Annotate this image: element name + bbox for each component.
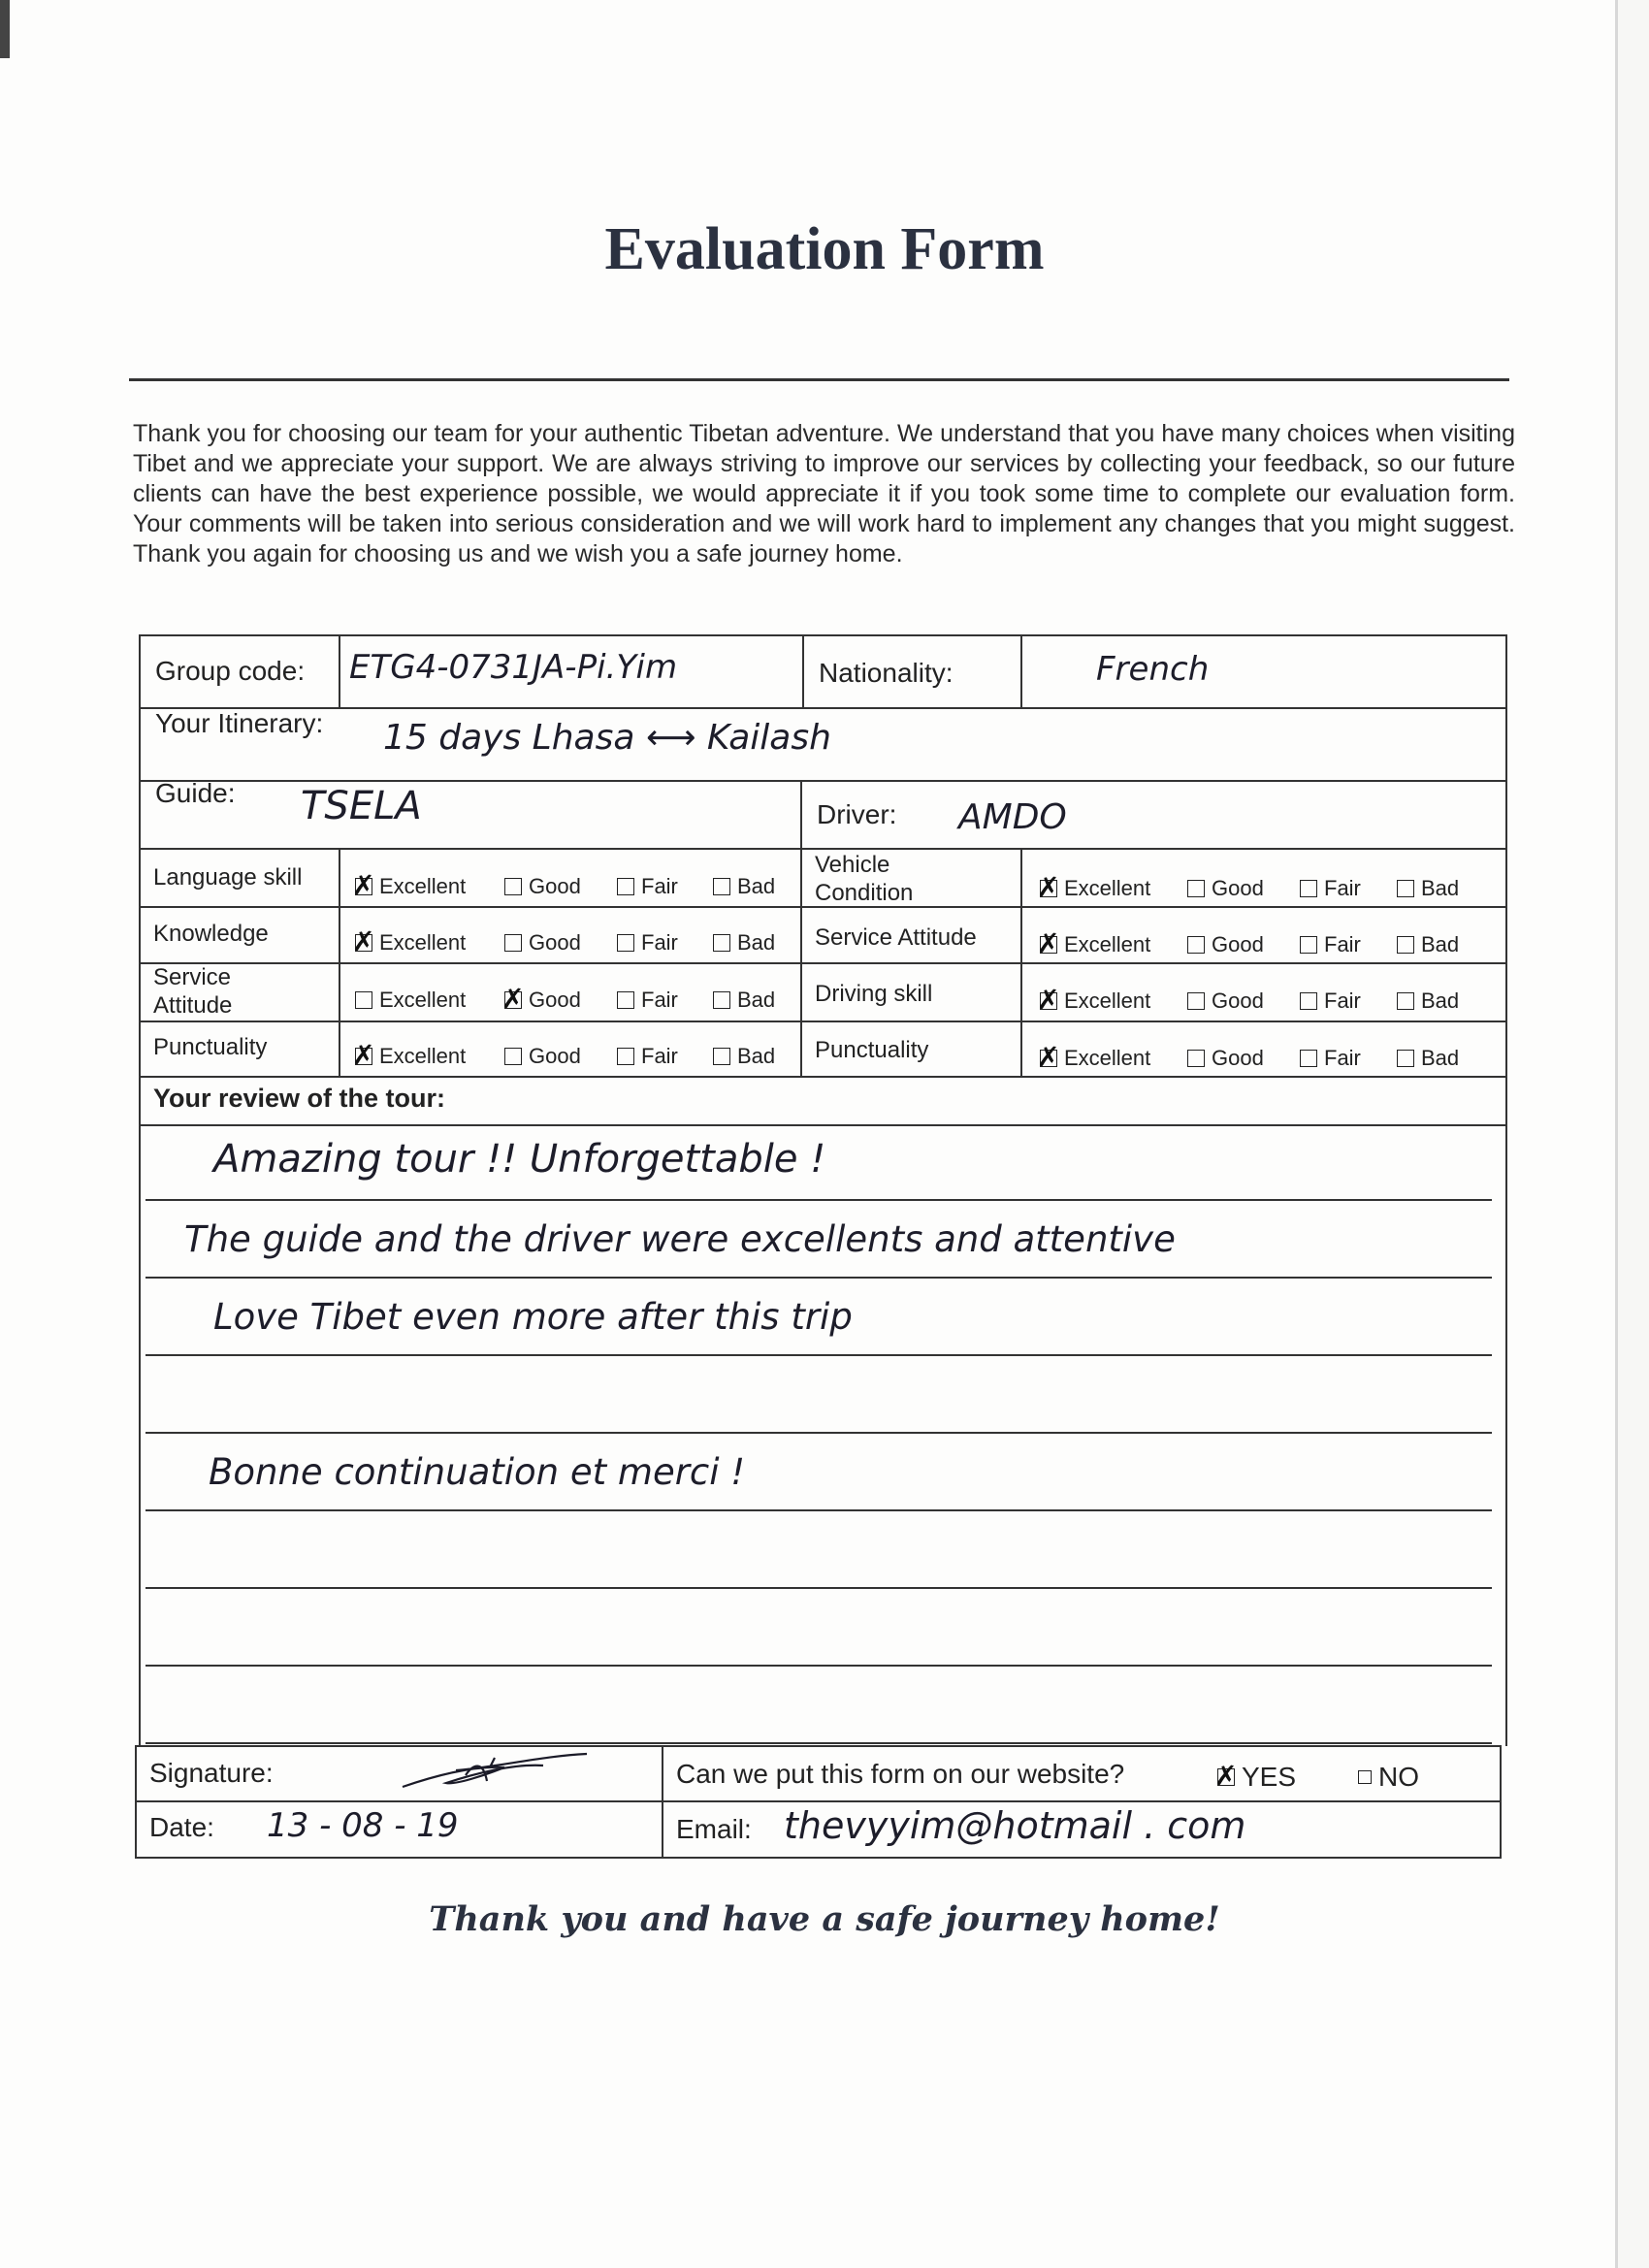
option-label: Excellent <box>379 930 467 955</box>
review-text-line[interactable]: Bonne continuation et merci ! <box>209 1451 746 1493</box>
date-value[interactable]: 13 - 08 - 19 <box>267 1806 459 1845</box>
checkbox[interactable] <box>1397 936 1414 954</box>
option-label: Good <box>1212 1046 1264 1070</box>
website-question: Can we put this form on our website? <box>676 1759 1125 1789</box>
website-no-option[interactable] <box>1358 1762 1419 1793</box>
guide-rating-option[interactable] <box>504 1044 581 1069</box>
guide-rating-option[interactable] <box>713 988 775 1013</box>
driver-rating-label: Service Attitude <box>815 924 977 951</box>
closing-message: Thank you and have a safe journey home! <box>429 1899 1220 1939</box>
driver-rating-label: Driving skill <box>815 981 933 1007</box>
option-label: Excellent <box>1064 1046 1151 1070</box>
guide-rating-label: Service Attitude <box>153 964 233 1019</box>
option-label: Excellent <box>1064 876 1151 900</box>
driver-rating-option[interactable] <box>1187 988 1264 1014</box>
guide-rating-option[interactable] <box>713 930 775 956</box>
option-label: Fair <box>641 988 678 1012</box>
review-line <box>146 1742 1492 1744</box>
group-code-label: Group code: <box>155 656 306 686</box>
driver-rating-option[interactable] <box>1300 876 1361 901</box>
guide-rating-option[interactable] <box>713 1044 775 1069</box>
option-label: Fair <box>1324 876 1361 900</box>
guide-rating-label: Punctuality <box>153 1034 268 1060</box>
option-label: Fair <box>1324 988 1361 1013</box>
driver-value[interactable]: AMDO <box>958 797 1067 837</box>
option-label: Good <box>1212 932 1264 956</box>
option-label: Bad <box>1421 1046 1460 1070</box>
checkbox[interactable] <box>1187 880 1205 897</box>
review-line <box>146 1432 1492 1434</box>
driver-rating-option[interactable] <box>1300 1046 1361 1071</box>
option-label: Fair <box>1324 1046 1361 1070</box>
guide-label: Guide: <box>155 778 236 808</box>
signature-label: Signature: <box>149 1758 274 1788</box>
checkbox[interactable] <box>504 1048 522 1065</box>
guide-rating-label: Language skill <box>153 864 303 891</box>
checkbox[interactable] <box>355 878 372 895</box>
driver-rating-label: Vehicle Condition <box>815 852 914 906</box>
driver-rating-option[interactable] <box>1040 932 1150 957</box>
no-label: NO <box>1378 1762 1419 1792</box>
option-label: Bad <box>737 988 776 1012</box>
guide-rating-option[interactable] <box>355 988 466 1013</box>
option-label: Good <box>1212 988 1264 1013</box>
option-label: Good <box>529 874 581 898</box>
driver-rating-option[interactable] <box>1040 1046 1150 1071</box>
checkbox[interactable] <box>504 991 522 1009</box>
checkbox[interactable] <box>1300 936 1317 954</box>
website-yes-option[interactable] <box>1217 1762 1296 1793</box>
checkbox[interactable] <box>1187 936 1205 954</box>
option-label: Excellent <box>379 988 467 1012</box>
option-label: Good <box>529 930 581 955</box>
scan-edge <box>0 0 10 58</box>
checkbox[interactable] <box>617 878 634 895</box>
option-label: Bad <box>1421 988 1460 1013</box>
intro-paragraph: Thank you for choosing our team for your authentic Tibetan adventure. We understand that you have many choices when visiting Tibet and we appreciate your support. We are always striving to improve our services by collecting your feedback, so our future clients can have the best experience possible, we would appreciate it if you took some time to complete our evaluation form. Your comments will be taken into serious consideration and we will work hard to implement any changes that you might suggest. Thank you again for choosing us and we wish you a safe journey home. <box>133 420 1515 567</box>
checkbox[interactable] <box>1040 1050 1057 1067</box>
driver-rating-option[interactable] <box>1300 932 1361 957</box>
driver-rating-option[interactable] <box>1187 932 1264 957</box>
checkbox[interactable] <box>713 934 730 952</box>
guide-rating-label: Knowledge <box>153 921 269 947</box>
driver-rating-option[interactable] <box>1187 876 1264 901</box>
title-divider <box>129 378 1509 381</box>
guide-rating-option[interactable] <box>355 930 466 956</box>
guide-rating-option[interactable] <box>617 930 678 956</box>
guide-rating-option[interactable] <box>504 874 581 899</box>
checkbox[interactable] <box>355 991 372 1009</box>
form-title: Evaluation Form <box>604 216 1045 282</box>
checkbox[interactable] <box>355 1048 372 1065</box>
review-line <box>146 1199 1492 1201</box>
option-label: Bad <box>1421 876 1460 900</box>
no-checkbox[interactable] <box>1358 1770 1372 1784</box>
checkbox[interactable] <box>1300 880 1317 897</box>
email-value[interactable]: thevyyim@hotmail . com <box>784 1804 1246 1847</box>
driver-rating-option[interactable] <box>1187 1046 1264 1071</box>
nationality-value[interactable]: French <box>1096 650 1210 689</box>
signature-scribble[interactable] <box>398 1746 592 1799</box>
review-text-line[interactable]: Amazing tour !! Unforgettable ! <box>213 1137 826 1182</box>
review-line <box>146 1354 1492 1356</box>
review-line <box>146 1277 1492 1279</box>
option-label: Bad <box>737 874 776 898</box>
checkbox[interactable] <box>713 991 730 1009</box>
checkbox[interactable] <box>504 878 522 895</box>
option-label: Good <box>529 1044 581 1068</box>
checkbox[interactable] <box>1187 1050 1205 1067</box>
itinerary-value[interactable]: 15 days Lhasa ⟷ Kailash <box>383 718 831 758</box>
guide-rating-option[interactable] <box>617 1044 678 1069</box>
date-label: Date: <box>149 1812 214 1842</box>
option-label: Excellent <box>1064 932 1151 956</box>
review-line <box>146 1509 1492 1511</box>
guide-rating-option[interactable] <box>355 1044 466 1069</box>
checkbox[interactable] <box>504 934 522 952</box>
driver-rating-option[interactable] <box>1300 988 1361 1014</box>
driver-rating-option[interactable] <box>1397 932 1459 957</box>
guide-value[interactable]: TSELA <box>301 784 422 828</box>
guide-rating-option[interactable] <box>355 874 466 899</box>
checkbox[interactable] <box>1300 992 1317 1010</box>
option-label: Fair <box>641 1044 678 1068</box>
option-label: Excellent <box>379 1044 467 1068</box>
checkbox[interactable] <box>1397 1050 1414 1067</box>
option-label: Good <box>529 988 581 1012</box>
driver-label: Driver: <box>817 799 897 829</box>
option-label: Excellent <box>1064 988 1151 1013</box>
guide-rating-option[interactable] <box>617 874 678 899</box>
option-label: Bad <box>737 1044 776 1068</box>
option-label: Excellent <box>379 874 467 898</box>
guide-rating-option[interactable] <box>713 874 775 899</box>
driver-rating-label: Punctuality <box>815 1037 929 1063</box>
option-label: Fair <box>641 930 678 955</box>
nationality-label: Nationality: <box>819 658 954 688</box>
email-label: Email: <box>676 1814 752 1844</box>
checkbox[interactable] <box>617 1048 634 1065</box>
checkbox[interactable] <box>1040 880 1057 897</box>
checkbox[interactable] <box>355 934 372 952</box>
checkbox[interactable] <box>1300 1050 1317 1067</box>
checkbox[interactable] <box>1040 936 1057 954</box>
yes-label: YES <box>1242 1762 1297 1792</box>
option-label: Bad <box>737 930 776 955</box>
review-text-line[interactable]: The guide and the driver were excellents and attentive <box>184 1218 1176 1260</box>
option-label: Fair <box>1324 932 1361 956</box>
guide-rating-option[interactable] <box>504 930 581 956</box>
checkbox[interactable] <box>713 1048 730 1065</box>
option-label: Fair <box>641 874 678 898</box>
review-heading: Your review of the tour: <box>153 1084 446 1113</box>
driver-rating-option[interactable] <box>1040 988 1150 1014</box>
guide-rating-option[interactable] <box>617 988 678 1013</box>
checkbox[interactable] <box>1187 992 1205 1010</box>
checkbox[interactable] <box>713 878 730 895</box>
group-code-value[interactable]: ETG4-0731JA-Pi.Yim <box>349 648 678 687</box>
driver-rating-option[interactable] <box>1397 1046 1459 1071</box>
driver-rating-option[interactable] <box>1397 876 1459 901</box>
checkbox[interactable] <box>1397 992 1414 1010</box>
review-line <box>146 1587 1492 1589</box>
itinerary-label: Your Itinerary: <box>155 708 324 738</box>
option-label: Good <box>1212 876 1264 900</box>
checkbox[interactable] <box>1397 880 1414 897</box>
guide-rating-option[interactable] <box>504 988 581 1013</box>
checkbox[interactable] <box>1040 992 1057 1010</box>
review-text-line[interactable]: Love Tibet even more after this trip <box>213 1296 853 1338</box>
driver-rating-option[interactable] <box>1397 988 1459 1014</box>
checkbox[interactable] <box>617 991 634 1009</box>
review-line <box>146 1665 1492 1667</box>
checkbox[interactable] <box>617 934 634 952</box>
yes-checkbox[interactable] <box>1217 1768 1235 1786</box>
option-label: Bad <box>1421 932 1460 956</box>
driver-rating-option[interactable] <box>1040 876 1150 901</box>
